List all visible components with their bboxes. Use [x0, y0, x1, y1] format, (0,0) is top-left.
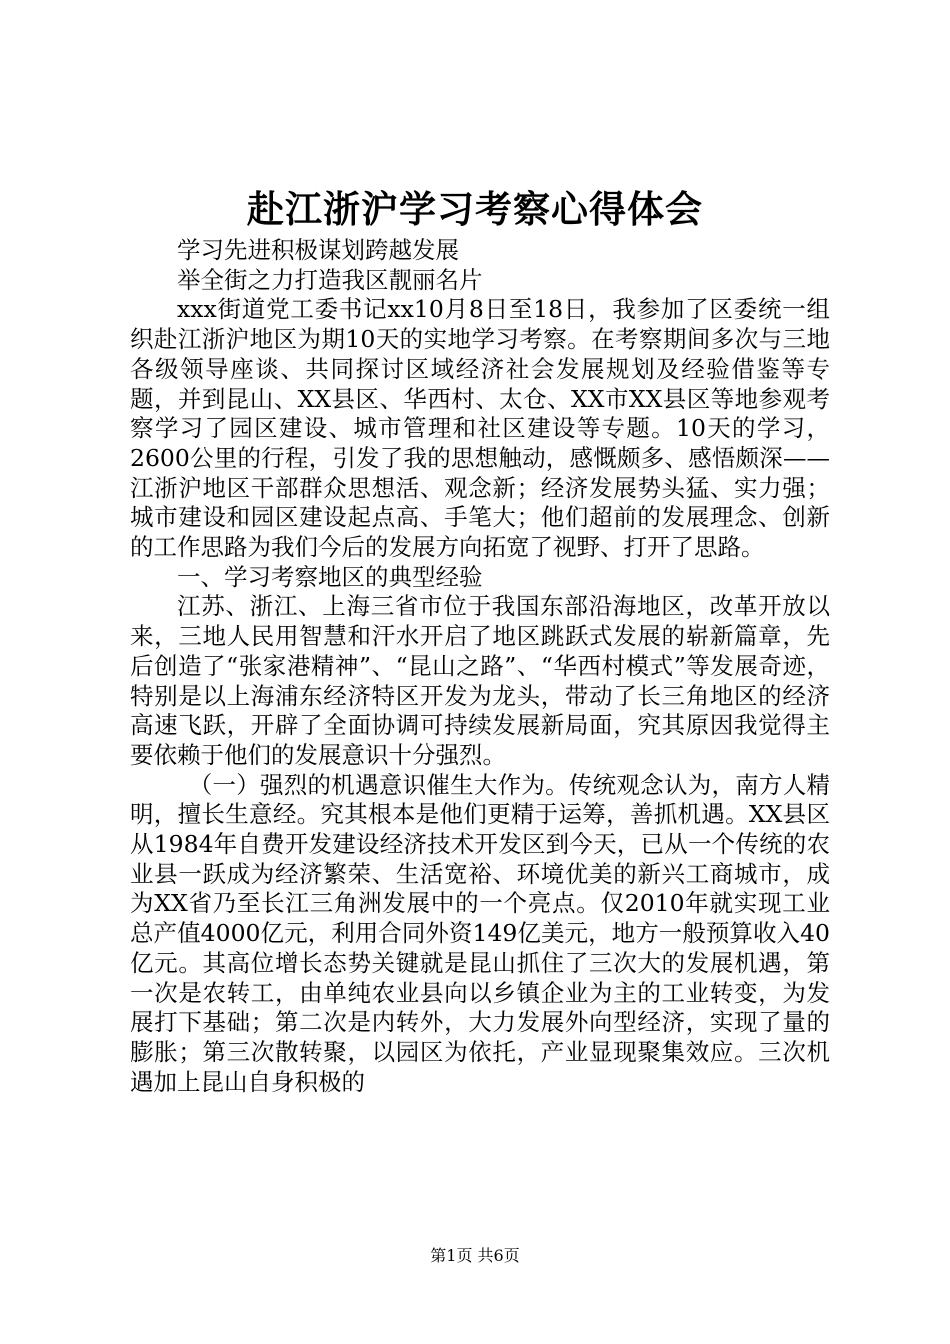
- section-1-paragraph: 江苏、浙江、上海三省市位于我国东部沿海地区，改革开放以来，三地人民用智慧和汗水开启了地区跳跃式发展的崭新篇章，先后创造了“张家港精神”、“昆山之路”、“华西村模式”等发展奇迹，特别是以上海浦东经济特区开发为龙头，带动了长三角地区的经济高速飞跃，开辟了全面协调可持续发展新局面，究其原因我觉得主要依赖于他们的发展意识十分强烈。: [130, 592, 830, 769]
- document-body: [130, 236, 830, 1097]
- document-title: 赴江浙沪学习考察心得体会: [247, 188, 703, 231]
- intro-paragraph: xxx街道党工委书记xx10月8日至18日，我参加了区委统一组织赴江浙沪地区为期10天的实地学习考察。在考察期间多次与三地各级领导座谈、共同探讨区域经济社会发展规划及经验借鉴等专题，并到昆山、XX县区、华西村、太仓、XX市XX县区等地参观考察学习了园区建设、城市管理和社区建设等专题。10天的学习，2600公里的行程，引发了我的思想触动，感慨颇多、感悟颇深——江浙沪地区干部群众思想活、观念新；经济发展势头猛、实力强；城市建设和园区建设起点高、手笔大；他们超前的发展理念、创新的工作思路为我们今后的发展方向拓宽了视野、打开了思路。: [130, 295, 830, 562]
- page-number-footer: 第1页 共6页: [430, 1246, 520, 1265]
- subsection-1-paragraph: （一）强烈的机遇意识催生大作为。传统观念认为，南方人精明，擅长生意经。究其根本是他们更精于运筹，善抓机遇。XX县区从1984年自费开发建设经济技术开发区到今天，已从一个传统的农业县一跃成为经济繁荣、生活宽裕、环境优美的新兴工商城市，成为XX省乃至长江三角洲发展中的一个亮点。仅2010年就实现工业总产值4000亿元，利用合同外资149亿美元，地方一般预算收入40亿元。其高位增长态势关键就是昆山抓住了三次大的发展机遇，第一次是农转工，由单纯农业县向以乡镇企业为主的工业转变，为发展打下基础；第二次是内转外，大力发展外向型经济，实现了量的膨胀；第三次散转聚，以园区为依托，产业显现聚集效应。三次机遇加上昆山自身积极的: [130, 770, 830, 1096]
- subtitle-line-1: 学习先进积极谋划跨越发展: [177, 236, 459, 264]
- section-heading-1: 一、学习考察地区的典型经验: [177, 562, 483, 591]
- subtitle-line-2: 举全街之力打造我区靓丽名片: [177, 265, 483, 294]
